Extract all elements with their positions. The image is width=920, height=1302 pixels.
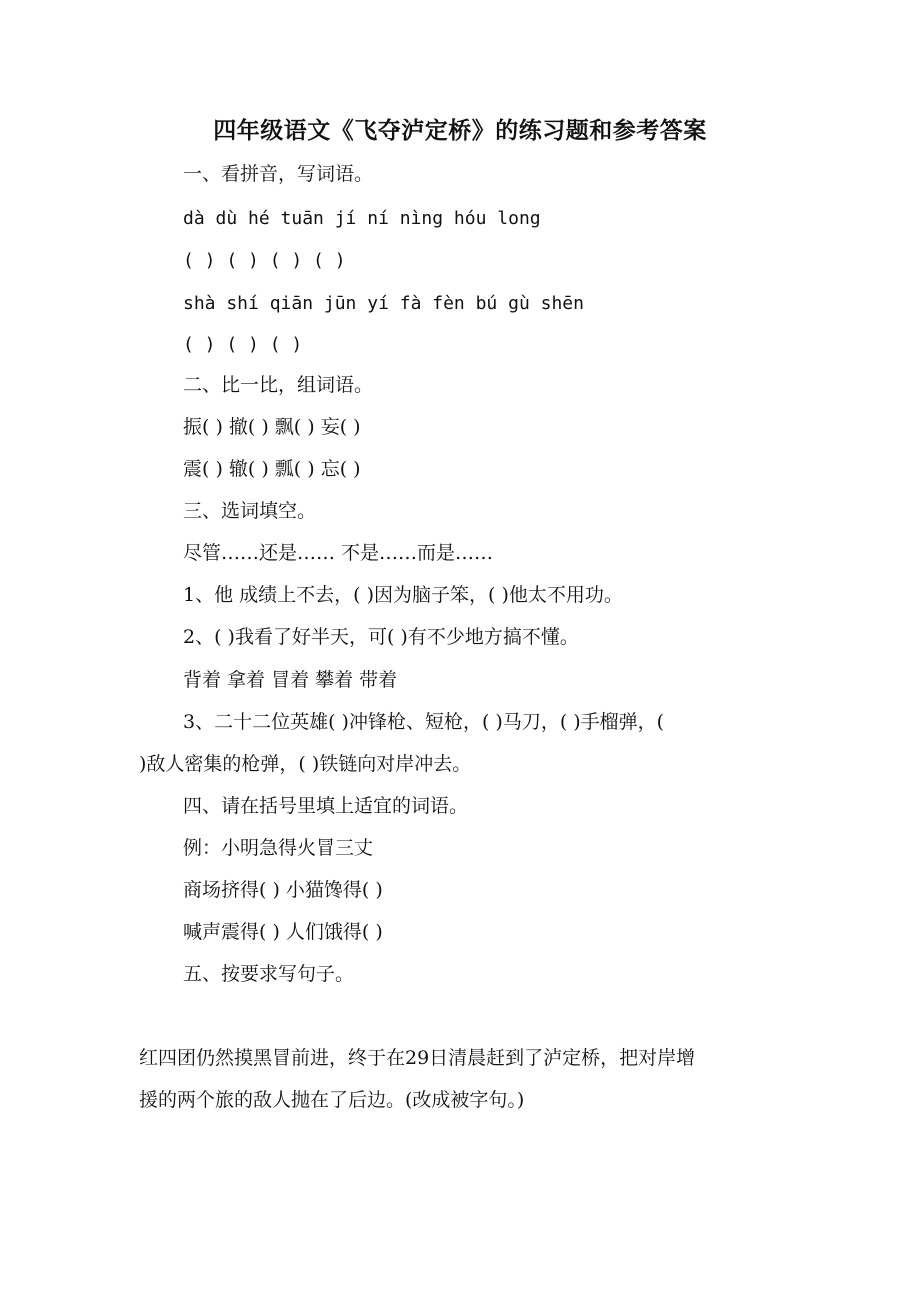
pinyin-line-2: shà shí qiān jūn yí fà fèn bú gù shēn xyxy=(183,293,584,314)
document-title: 四年级语文《飞夺泸定桥》的练习题和参考答案 xyxy=(213,117,707,144)
sentence-line-1: 红四团仍然摸黑冒前进，终于在29日清晨赶到了泸定桥，把对岸增 xyxy=(139,1047,696,1069)
section-1-heading: 一、看拼音，写词语。 xyxy=(183,163,374,185)
example-line: 例：小明急得火冒三丈 xyxy=(183,837,374,859)
word-choices-2: 背着 拿着 冒着 攀着 带着 xyxy=(183,669,398,691)
blank-line-2: ( ) ( ) ( ) xyxy=(183,334,303,355)
section-2-heading: 二、比一比，组词语。 xyxy=(183,374,374,396)
blank-line-1: ( ) ( ) ( ) ( ) xyxy=(183,250,346,271)
section-4-heading: 四、请在括号里填上适宜的词语。 xyxy=(183,795,469,817)
section-5-heading: 五、按要求写句子。 xyxy=(183,963,355,985)
question-3-3: 3、二十二位英雄( )冲锋枪、短枪，( )马刀，( )手榴弹，( xyxy=(183,711,665,733)
fill-line-1: 商场挤得( ) 小猫馋得( ) xyxy=(183,879,383,901)
question-3-2: 2、( )我看了好半天，可( )有不少地方搞不懂。 xyxy=(183,626,579,648)
question-3-3-continued: )敌人密集的枪弹，( )铁链向对岸冲去。 xyxy=(139,753,472,775)
word-choices-1: 尽管……还是…… 不是……而是…… xyxy=(183,542,494,564)
sentence-line-2: 援的两个旅的敌人抛在了后边。(改成被字句。) xyxy=(139,1089,525,1111)
compare-line-1: 振( ) 撤( ) 飘( ) 妄( ) xyxy=(183,416,361,438)
fill-line-2: 喊声震得( ) 人们饿得( ) xyxy=(183,921,383,943)
compare-line-2: 震( ) 辙( ) 瓢( ) 忘( ) xyxy=(183,458,361,480)
pinyin-line-1: dà dù hé tuān jí ní nìng hóu long xyxy=(183,208,541,229)
section-3-heading: 三、选词填空。 xyxy=(183,500,317,522)
question-3-1: 1、他 成绩上不去，( )因为脑子笨，( )他太不用功。 xyxy=(183,584,623,606)
